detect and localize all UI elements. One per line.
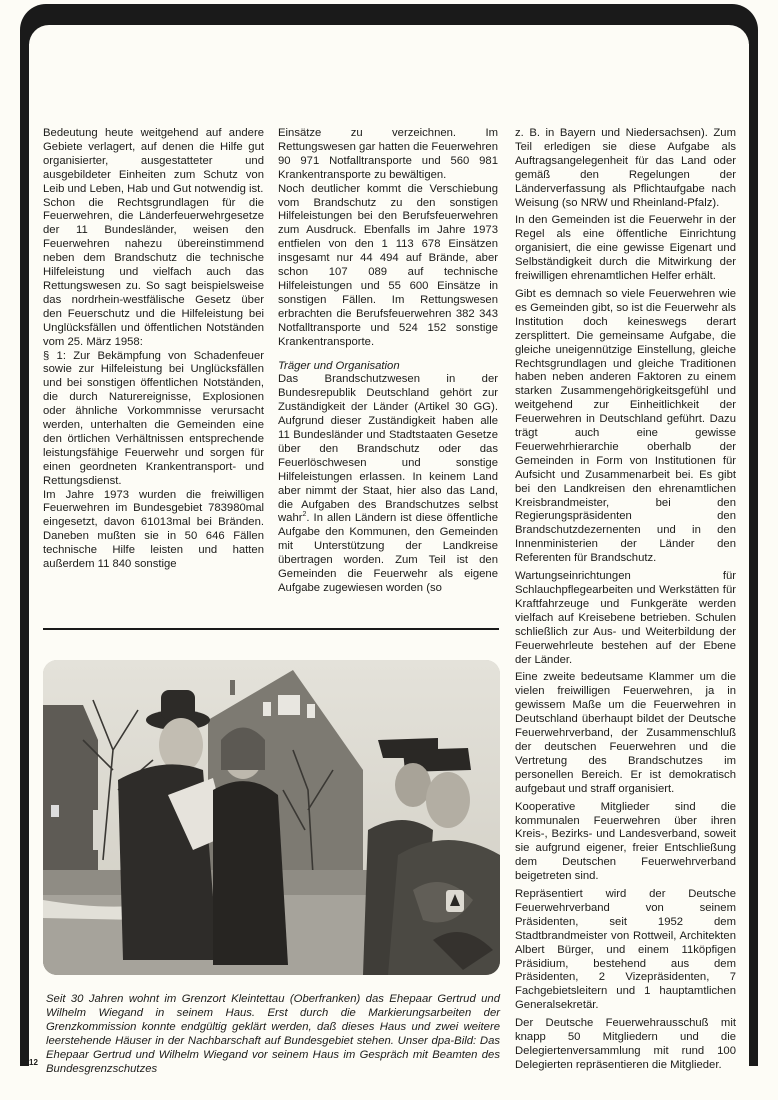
paragraph: Gibt es demnach so viele Feuerwehren wie es Gemeinden gibt, so ist die Feuerwehr als Institution doch keineswegs derart zersplittert. Die gemeinsame Aufgabe, die gleiche uneigennützige Einstellung, gleiche Rechtsgrundlagen und gleiche Traditionen haben neben anderen Faktoren zu einem starken Zusammengehörigkeitsgefühl und weitgehend zur Einheitlichkeit der Feuerwehren in Deutschland geführt. Dazu trägt auch eine gewisse Feuerwehrhierarchie oberhalb der Gemeinden in Form von Institutionen für Aufsicht und Zusammenarbeit bei. Es gibt bei den Landkreisen den ehrenamtlichen Kreisbrandmeister, bei den Regierungspräsidenten den Brandschutzdezernenten und in den Innenministerien der Länder den Referenten für Brandschutz. <box>515 287 736 565</box>
section-text: Das Brandschutzwesen in der Bundesrepublik Deutschland gehört zur Zuständigkeit der Länder (Artikel 30 GG). Aufgrund dieser Zuständigkeit haben alle 11 Bundesländer und Stadtstaaten Gesetze über den Brandschutz oder das Feuerlöschwesen und sonstige Hilfeleistungen erlassen. In keinem Land aber nimmt der Staat, hier also das Land, die Aufgaben des Brandschutzes selbst wahr <box>278 373 498 525</box>
photo-caption: Seit 30 Jahren wohnt im Grenzort Kleintettau (Oberfranken) das Ehepaar Gertrud und Wilhelm Wiegand in seinem Haus. Erst durch die Markierungsarbeiten der Grenzkommission konnte endgültig geklärt werden, daß dieses Haus und zwei weitere leerstehende Häuser in der Nachbarschaft auf Bundesgebiet stehen. Unser dpa-Bild: Das Ehepaar Gertrud und Wilhelm Wiegand vor seinem Haus im Gespräch mit Beamten des Bundesgrenzschutzes <box>46 993 500 1076</box>
paragraph: Schon die Rechtsgrundlagen für die Feuerwehren, die Länderfeuerwehrgesetze der 11 Bundesländer, weisen den Feuerwehren nahezu übereinstimmend neben dem Brandschutz die technische Hilfeleistung und vielfach auch das Rettungswesen zu. So sagt beispielsweise das nordrhein-westfälische Gesetz über den Feuerschutz und die Hilfeleistung bei Unglücksfällen und öffentlichen Notständen vom 25. März 1958: <box>43 196 264 348</box>
law-quote: § 1: Zur Bekämpfung von Schadenfeuer sowie zur Hilfeleistung bei Unglücksfällen und bei sonstigen öffentlichen Notständen, die durch Naturereignisse, Explosionen oder ähnliche Vorkommnisse verursacht werden, unterhalten die Gemeinden eine den örtlichen Verhältnissen entsprechende leistungsfähige Feuerwehr und sorgen für einen geordneten Krankentransport- und Rettungsdienst. <box>43 349 264 487</box>
paragraph: Noch deutlicher kommt die Verschiebung vom Brandschutz zu den sonstigen Hilfeleistungen bei den Berufsfeuerwehren zum Ausdruck. Ebenfalls im Jahre 1973 entfielen von den 1 113 678 Einsätzen insgesamt nur 44 494 auf Brände, aber schon 107 089 auf technische Hilfeleistungen und 55 600 Einsätze in sonstigen Fällen. Im Rettungswesen erbrachten die Berufsfeuerwehren 382 343 Notfalltransporte und 524 152 sonstige Krankentransporte. <box>278 182 498 348</box>
news-photo <box>43 660 500 975</box>
paragraph: Bedeutung heute weitgehend auf andere Gebiete verlagert, auf denen die Hilfe gut organisierter, ausgestatteter und ausgebildeter Einheiten zum Schutz von Leib und Leben, Hab und Gut notwendig ist. <box>43 127 264 195</box>
paragraph: Im Jahre 1973 wurden die freiwilligen Feuerwehren im Bundesgebiet 783980mal eingesetzt, davon 61013mal bei Bränden. Daneben mußten sie in 50 646 Fällen technische Hilfe leisten und hatten außerdem 11 840 sonstige <box>43 488 264 571</box>
page-frame-right <box>749 30 758 1066</box>
page-frame-left <box>20 30 29 1066</box>
paragraph: Eine zweite bedeutsame Klammer um die vielen freiwilligen Feuerwehren, ja in gewissem Maße um die Feuerwehren in Deutschland überhaupt bildet der Deutsche Feuerwehrverband, der Zusammenschluß der deutschen Feuerwehren und die Vertretung des Brandschutzes im personellen Bereich. Er ist demokratisch aufgebaut und straff organisiert. <box>515 671 736 795</box>
paragraph: Repräsentiert wird der Deutsche Feuerwehrverband von seinem Präsidenten, seit 1952 dem Stadtbrandmeister von Rottweil, Architekten Albert Bürger, und einem 11köpfigen Präsidium, bestehend aus dem Präsidenten, 2 Vizepräsidenten, 7 Fachgebietsleitern und 1 hauptamtlichen Generalsekretär. <box>515 888 736 1012</box>
footnote-mark: 2 <box>302 511 307 519</box>
paragraph: In den Gemeinden ist die Feuerwehr in der Regel als eine öffentliche Einrichtung organisiert, die eine gewisse Eigenart und Selbständigkeit durch die Mitwirkung der freiwilligen ehrenamtlichen Helfer erhält. <box>515 214 736 283</box>
text-column-3 <box>515 127 736 1073</box>
section-text: . In allen Ländern ist diese öffentliche Aufgabe den Kommunen, den Gemeinden mit Unterstützung der Landkreise übertragen worden. Zum Teil ist den Gemeinden die Feuerwehr als eigene Aufgabe zugewiesen worden (so <box>278 512 498 594</box>
horizontal-rule <box>43 628 499 630</box>
text-column-2 <box>278 127 498 596</box>
paragraph: Der Deutsche Feuerwehrausschuß mit knapp 50 Mitgliedern und die Delegiertenversammlung mit rund 100 Delegierten repräsentieren die Mitglieder. <box>515 1017 736 1071</box>
page-frame-inner <box>29 25 749 55</box>
section-heading: Träger und Organisation <box>278 359 400 372</box>
paragraph <box>278 373 498 596</box>
paragraph: z. B. in Bayern und Niedersachsen). Zum Teil erledigen sie diese Aufgabe als Auftragsangelegenheit für das Land oder gemäß den Regelungen der Länderverfassung als Pflichtaufgabe nach Weisung (so NRW und Rheinland-Pfalz). <box>515 127 736 209</box>
photo-illustration-icon <box>43 660 500 975</box>
text-column-1 <box>43 127 264 572</box>
paragraph: Wartungseinrichtungen für Schlauchpflegearbeiten und Werkstätten für Kraftfahrzeuge und Funkgeräte werden vielfach auf Kreisebene betrieben. Schulen schließlich zur Aus- und Weiterbildung der Feuerwehrleute bestehen auf der Ebene der Länder. <box>515 570 736 666</box>
paragraph: Kooperative Mitglieder sind die kommunalen Feuerwehren über ihren Kreis-, Bezirks- und Landesverband, soweit sie aufgrund eigener, freier Entschließung dem Deutschen Feuerwehrverband beigetreten sind. <box>515 800 736 883</box>
paragraph: Einsätze zu verzeichnen. Im Rettungswesen gar hatten die Feuerwehren 90 971 Notfalltransporte und 560 981 Krankentransporte zu bewältigen. <box>278 127 498 181</box>
page-number: 12 <box>29 1058 38 1067</box>
